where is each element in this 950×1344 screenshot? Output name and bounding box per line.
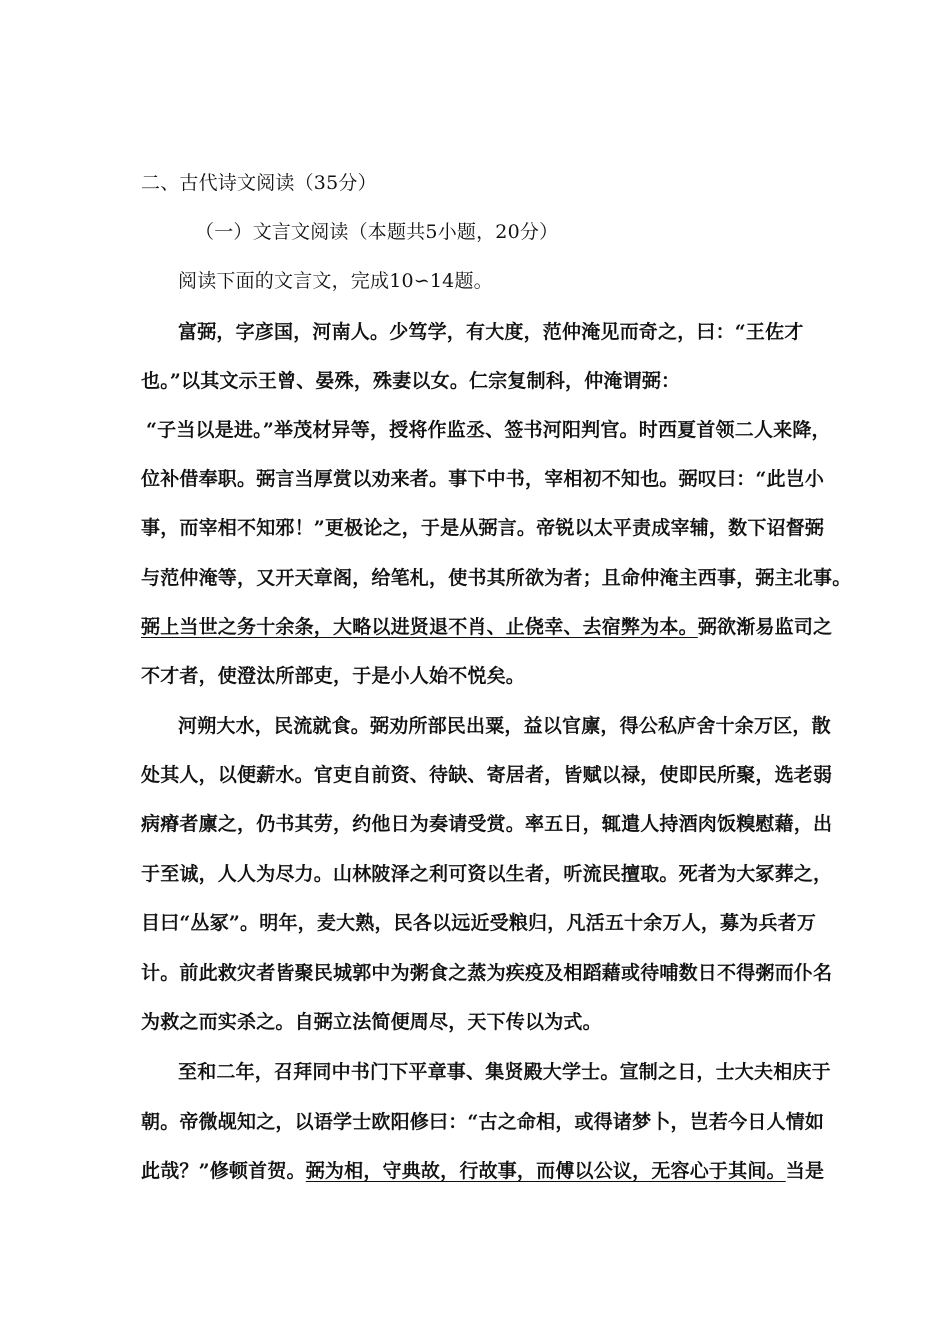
passage-line-1: 富弼，字彦国，河南人。少笃学，有大度，范仲淹见而奇之，曰：“王佐才	[178, 321, 804, 343]
passage-line-18-start: 此哉？”修顿首贺。	[141, 1160, 306, 1182]
passage-line-5: 事，而宰相不知邪！”更极论之，于是从弼言。帝锐以太平责成宰辅，数下诏督弼	[141, 517, 825, 539]
section-heading: 二、古代诗文阅读（35分）	[141, 172, 377, 194]
underlined-sentence-1: 弼上当世之务十余条，大略以进贤退不肖、止侥幸、去宿弊为本。	[141, 616, 698, 638]
passage-line-9: 河朔大水，民流就食。弼劝所部民出粟，益以官廪，得公私庐舍十余万区，散	[178, 715, 831, 737]
passage-line-12: 于至诚，人人为尽力。山林陂泽之利可资以生者，听流民擅取。死者为大冢葬之，	[141, 863, 833, 885]
passage-line-10: 处其人，以便薪水。官吏自前资、待缺、寄居者，皆赋以禄，使即民所聚，选老弱	[141, 764, 833, 786]
passage-line-8: 不才者，使澄汰所部吏，于是小人始不悦矣。	[141, 665, 526, 687]
passage-line-3: “子当以是进。”举茂材异等，授将作监丞、签书河阳判官。时西夏首领二人来降，	[146, 419, 831, 441]
passage-line-17: 朝。帝微觇知之，以语学士欧阳修曰：“古之命相，或得诸梦卜，岂若今日人情如	[141, 1111, 825, 1133]
passage-line-15: 为救之而实杀之。自弼立法简便周尽，天下传以为式。	[141, 1011, 602, 1033]
passage-line-6: 与范仲淹等，又开天章阁，给笔札，使书其所欲为者；且命仲淹主西事，弼主北事。	[141, 567, 852, 589]
instruction-text: 阅读下面的文言文，完成10∽14题。	[178, 270, 493, 292]
passage-line-16: 至和二年，召拜同中书门下平章事、集贤殿大学士。宣制之日，士大夫相庆于	[178, 1061, 831, 1083]
passage-line-7	[141, 615, 832, 639]
underlined-sentence-2: 弼为相，守典故，行故事，而傅以公议，无容心于其间。	[305, 1160, 786, 1182]
passage-line-11: 病瘠者廪之，仍书其劳，约他日为奏请受赏。率五日，辄遣人持酒肉饭糗慰藉，出	[141, 813, 833, 835]
passage-line-4: 位补借奉职。弼言当厚赏以劝来者。事下中书，宰相初不知也。弼叹曰：“此岂小	[141, 468, 825, 490]
passage-line-14: 计。前此救灾者皆聚民城郭中为粥食之蒸为疾疫及相蹈藉或待哺数日不得粥而仆名	[141, 962, 833, 984]
passage-line-7-rest: 弼欲渐易监司之	[697, 616, 833, 638]
subsection-heading: （一）文言文阅读（本题共5小题，20分）	[195, 221, 559, 243]
passage-line-18-end: 当是	[785, 1160, 825, 1182]
passage-line-2: 也。”以其文示王曾、晏殊，殊妻以女。仁宗复制科，仲淹谓弼：	[141, 370, 681, 392]
passage-line-13: 目曰“丛冢”。明年，麦大熟，民各以远近受粮归，凡活五十余万人，募为兵者万	[141, 912, 817, 934]
passage-line-18	[141, 1159, 824, 1183]
